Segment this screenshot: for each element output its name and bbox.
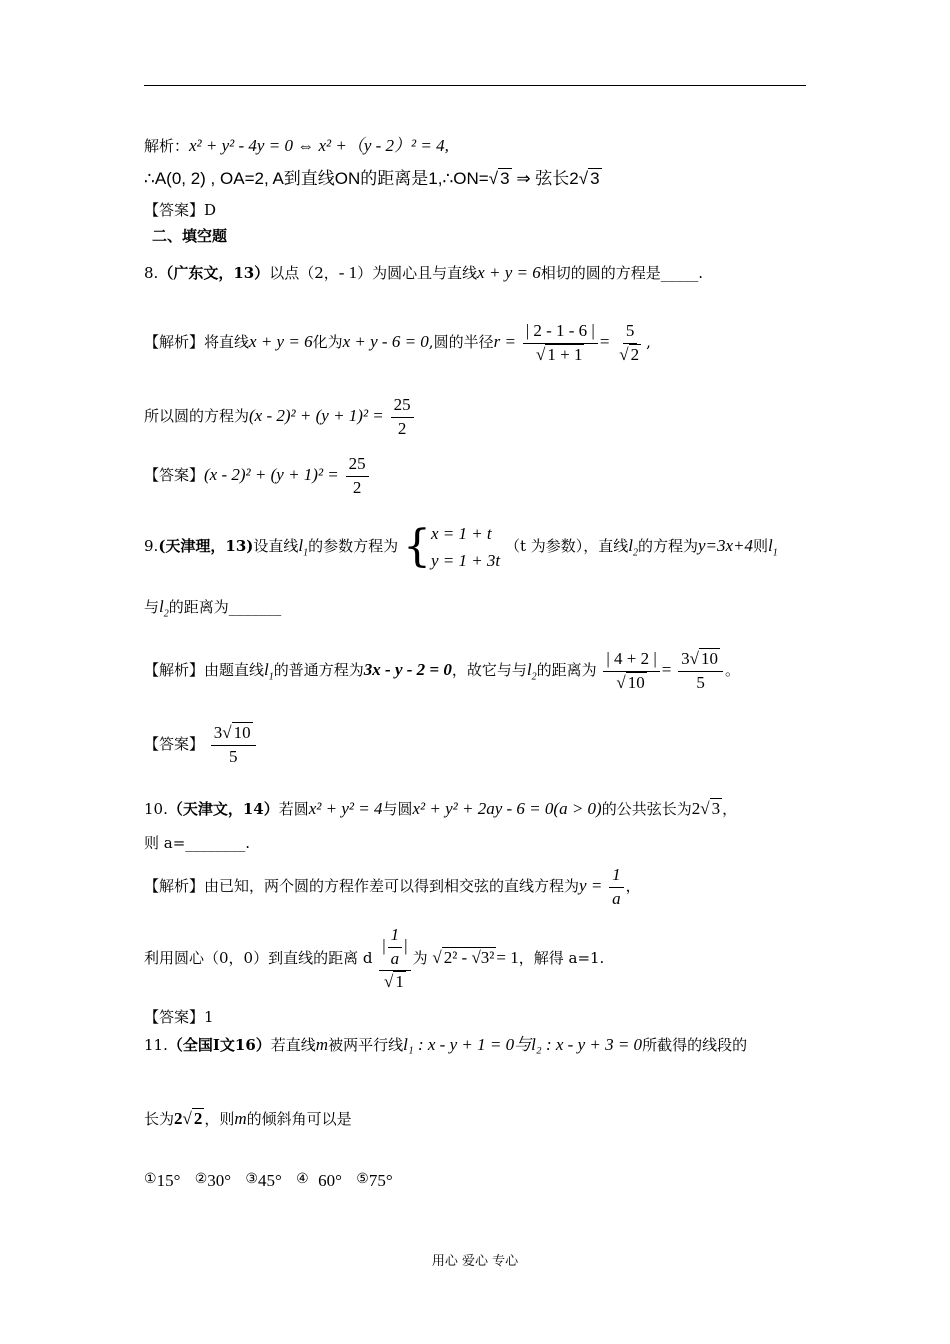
q8-question: 8.（广东文，13）以点（2，- 1）为圆心且与直线x + y = 6相切的圆的方程是_____. [144, 263, 703, 282]
section-title: 二、填空题 [152, 227, 228, 245]
option-5: ⑤75° [356, 1171, 393, 1190]
header-rule [144, 85, 806, 86]
q9-solution: 【解析】由题直线$l_1$的普通方程为3x - y - 2 = 0，故它与与$l_2$的距离为 $\frac{| 4 + 2 |}{√ 10}$ = $\frac{3√ 10}{5}$ 。 [144, 649, 741, 692]
q10-solution-2: 利用圆心（0，0）到直线的距离 d | $\frac{1}{a}$ | √ 1 为 √ 2² - √3² = 1，解得 a=1. [144, 925, 605, 992]
option-3: ③45° [245, 1171, 282, 1190]
analysis-line-2: ∴A(0, 2) , OA=2, A到直线ON的距离是1,∴ON=√ 3 ⇒ 弦长2√ 3 [144, 169, 600, 188]
q10-answer: 【答案】1 [144, 1008, 214, 1026]
option-2: ②30° [194, 1171, 232, 1190]
q9-question: 9.(天津理，13)设直线$l_1$的参数方程为 { x = 1 + t y = 1 + 3t （t 为参数），直线$l_2$的方程为y=3x+4则$l_1$ [144, 521, 778, 573]
q8-answer: 【答案】(x - 2)² + (y + 1)² = $\frac{25}{2}$ [144, 455, 371, 497]
option-1: ①15° [144, 1171, 181, 1190]
q10-solution: 【解析】由已知，两个圆的方程作差可以得到相交弦的直线方程为y = $\frac{1}{a}$ ， [144, 865, 641, 908]
q11-question: 11.（全国Ⅰ文16）若直线m被两平行线l₁ : x - y + 1 = 0与l₂ : x - y + 3 = 0所截得的线段的 [144, 1035, 748, 1054]
page-footer: 用心 爱心 专心 [431, 1254, 519, 1269]
q10-question: 10.（天津文，14）若圆x² + y² = 4与圆x² + y² + 2ay - 6 = 0(a > 0)的公共弦长为2√ 3 ， [144, 799, 738, 818]
q11-question-2: 长为2√ 2 ，则m的倾斜角可以是 [144, 1109, 352, 1128]
q9-question-2: 与$l_2$的距离为_______ [144, 597, 282, 620]
analysis-line-1: 解析：x² + y² - 4y = 0 ⇔ x² +（y - 2）² = 4, [144, 136, 449, 155]
q9-answer: 【答案】 $\frac{3√ 10}{5}$ [144, 724, 258, 766]
q8-circle-eq: 所以圆的方程为(x - 2)² + (y + 1)² = $\frac{25}{2}$ [144, 396, 416, 438]
q11-options [144, 1172, 393, 1189]
q8-solution: 【解析】将直线x + y = 6化为x + y - 6 = 0,圆的半径r = $\frac{| 2 - 1 - 6 |}{√ 1 + 1}$ = $\frac{5}{√ 2}$ , [144, 321, 651, 364]
q10-question-2: 则 a=________. [144, 834, 251, 852]
option-4: ④ 60° [296, 1171, 342, 1190]
answer-d: 【答案】D [144, 201, 217, 219]
